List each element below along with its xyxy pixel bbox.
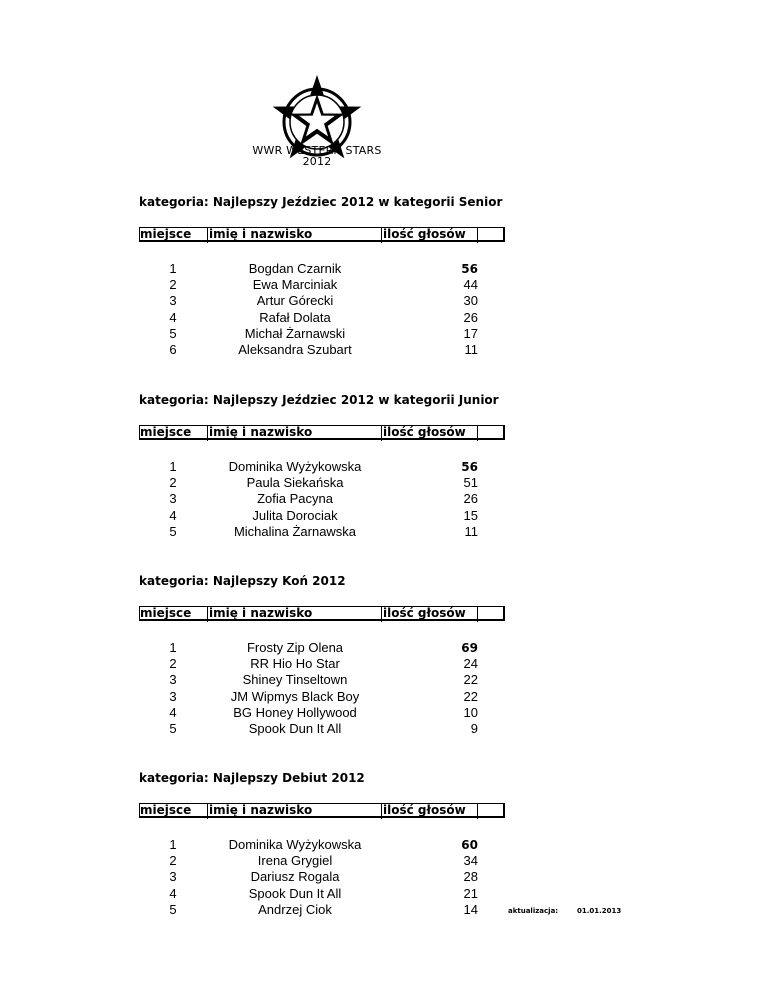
row-votes: 22 xyxy=(463,672,478,688)
table-row xyxy=(0,902,768,918)
row-place: 2 xyxy=(169,277,177,293)
row-name: Ewa Marciniak xyxy=(252,277,338,293)
header-name: imię i nazwisko xyxy=(209,227,313,241)
table-row xyxy=(0,721,768,737)
update-date: 01.01.2013 xyxy=(577,907,622,915)
table-row xyxy=(0,837,768,853)
row-place: 2 xyxy=(169,853,177,869)
row-place: 1 xyxy=(169,640,177,655)
row-place: 3 xyxy=(169,293,177,309)
row-name: Michał Żarnawski xyxy=(244,325,346,341)
row-name: Andrzej Ciok xyxy=(258,901,332,917)
row-name: JM Wipmys Black Boy xyxy=(230,688,360,704)
row-votes: 11 xyxy=(464,523,478,539)
row-votes: 56 xyxy=(461,262,478,276)
table-row xyxy=(0,293,768,309)
row-name: Artur Górecki xyxy=(256,293,334,309)
row-place: 1 xyxy=(169,261,177,276)
row-place: 1 xyxy=(169,837,177,852)
row-place: 3 xyxy=(169,672,177,688)
row-name: RR Hio Ho Star xyxy=(250,656,340,672)
row-place: 4 xyxy=(169,309,177,325)
header-votes: ilość głosów xyxy=(383,227,466,241)
table-header xyxy=(139,425,505,440)
row-votes: 15 xyxy=(463,507,478,523)
row-place: 6 xyxy=(169,341,177,357)
row-place: 3 xyxy=(169,869,177,885)
row-votes: 34 xyxy=(463,853,478,869)
row-votes: 51 xyxy=(463,475,478,491)
row-name: Dariusz Rogala xyxy=(250,869,340,885)
table-row xyxy=(0,705,768,721)
row-name: Zofia Pacyna xyxy=(257,491,333,507)
row-name: Spook Dun It All xyxy=(248,720,342,736)
row-place: 5 xyxy=(169,901,177,917)
row-name: Irena Grygiel xyxy=(257,853,333,869)
table-row xyxy=(0,853,768,869)
row-name: BG Honey Hollywood xyxy=(233,704,357,720)
row-votes: 60 xyxy=(461,838,478,852)
row-votes: 56 xyxy=(461,460,478,474)
row-votes: 69 xyxy=(461,641,478,655)
table-row xyxy=(0,656,768,672)
row-name: Michalina Żarnawska xyxy=(233,523,357,539)
row-place: 3 xyxy=(169,688,177,704)
table-row xyxy=(0,886,768,902)
table-header xyxy=(139,803,505,818)
table-row xyxy=(0,459,768,475)
header-name: imię i nazwisko xyxy=(209,606,313,620)
update-label: aktualizacja: xyxy=(508,907,559,915)
row-votes: 44 xyxy=(463,277,478,293)
row-name: Frosty Zip Olena xyxy=(246,640,344,655)
row-place: 4 xyxy=(169,885,177,901)
row-name: Julita Dorociak xyxy=(252,507,338,523)
row-name: Dominika Wyżykowska xyxy=(228,459,362,474)
header-name: imię i nazwisko xyxy=(209,425,313,439)
row-place: 5 xyxy=(169,523,177,539)
header-place: miejsce xyxy=(140,803,192,817)
row-votes: 26 xyxy=(463,491,478,507)
row-name: Spook Dun It All xyxy=(248,885,342,901)
row-votes: 30 xyxy=(463,293,478,309)
row-place: 1 xyxy=(169,459,177,474)
row-votes: 24 xyxy=(463,656,478,672)
row-name: Bogdan Czarnik xyxy=(248,261,342,276)
row-votes: 11 xyxy=(464,341,478,357)
header-place: miejsce xyxy=(140,227,192,241)
results-list xyxy=(0,459,768,540)
row-place: 4 xyxy=(169,507,177,523)
header-place: miejsce xyxy=(140,606,192,620)
row-votes: 17 xyxy=(463,325,478,341)
header-votes: ilość głosów xyxy=(383,606,466,620)
table-row xyxy=(0,524,768,540)
category-title: kategoria: Najlepszy Jeździec 2012 w kategorii Junior xyxy=(139,393,499,407)
logo-title: WWR WESTERN STARS xyxy=(252,144,382,157)
category-title: kategoria: Najlepszy Jeździec 2012 w kategorii Senior xyxy=(139,195,503,209)
row-votes: 26 xyxy=(463,309,478,325)
header-votes: ilość głosów xyxy=(383,425,466,439)
logo-year: 2012 xyxy=(302,155,332,168)
table-row xyxy=(0,689,768,705)
header-votes: ilość głosów xyxy=(383,803,466,817)
row-name: Aleksandra Szubart xyxy=(238,341,352,357)
category-title: kategoria: Najlepszy Koń 2012 xyxy=(139,574,346,588)
header-place: miejsce xyxy=(140,425,192,439)
table-header xyxy=(139,606,505,621)
row-place: 2 xyxy=(169,656,177,672)
header-name: imię i nazwisko xyxy=(209,803,313,817)
row-place: 3 xyxy=(169,491,177,507)
table-row xyxy=(0,261,768,277)
row-place: 2 xyxy=(169,475,177,491)
row-votes: 28 xyxy=(463,869,478,885)
logo-text xyxy=(240,145,394,167)
table-row xyxy=(0,310,768,326)
table-header xyxy=(139,227,505,242)
row-name: Shiney Tinseltown xyxy=(242,672,348,688)
table-row xyxy=(0,326,768,342)
table-row xyxy=(0,508,768,524)
row-place: 4 xyxy=(169,704,177,720)
table-row xyxy=(0,869,768,885)
row-place: 5 xyxy=(169,325,177,341)
row-votes: 10 xyxy=(463,704,478,720)
table-row xyxy=(0,475,768,491)
table-row xyxy=(0,640,768,656)
table-row xyxy=(0,277,768,293)
table-row xyxy=(0,342,768,358)
row-name: Paula Siekańska xyxy=(246,475,344,491)
table-row xyxy=(0,672,768,688)
category-title: kategoria: Najlepszy Debiut 2012 xyxy=(139,771,365,785)
results-list xyxy=(0,640,768,737)
results-list xyxy=(0,837,768,918)
row-place: 5 xyxy=(169,720,177,736)
results-list xyxy=(0,261,768,358)
row-votes: 9 xyxy=(470,720,478,736)
row-votes: 21 xyxy=(463,885,478,901)
row-votes: 22 xyxy=(463,688,478,704)
table-row xyxy=(0,491,768,507)
row-name: Dominika Wyżykowska xyxy=(228,837,362,852)
row-name: Rafał Dolata xyxy=(259,309,331,325)
row-votes: 14 xyxy=(463,901,478,917)
